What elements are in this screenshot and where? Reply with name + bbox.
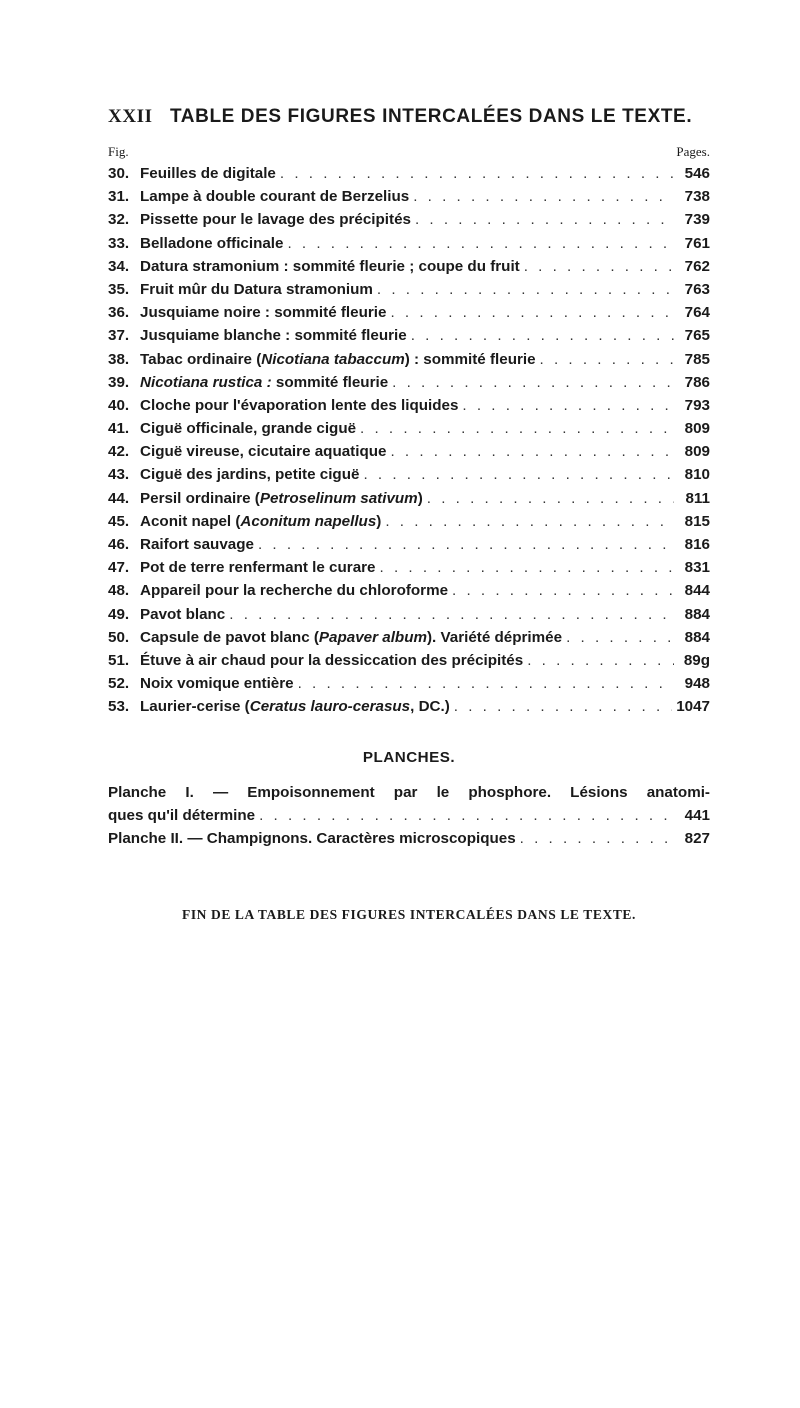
figure-entry [108, 487, 710, 510]
figure-entry [108, 440, 710, 463]
figure-number: 50. [108, 628, 130, 646]
figure-entry [108, 185, 710, 208]
caption-text: Belladone officinale [140, 234, 284, 252]
figure-caption [140, 232, 283, 255]
page-folio: XXII [108, 106, 153, 127]
plates-heading: PLANCHES. [362, 748, 456, 766]
caption-text-suffix: ). Variété déprimée [426, 628, 563, 646]
caption-text: Persil ordinaire ( [140, 489, 260, 507]
leader-dots [229, 603, 674, 626]
caption-text-suffix: ) [417, 489, 423, 507]
page-number: 948 [684, 675, 710, 693]
leader-dots [363, 463, 674, 486]
figure-entry [108, 394, 710, 417]
caption-text: Étuve à air chaud pour la dessiccation des précipités [140, 651, 524, 669]
leader-dots [258, 533, 674, 556]
caption-text: Tabac ordinaire ( [140, 350, 262, 368]
figure-caption [140, 510, 381, 533]
caption-latin-name: Nicotiana tabaccum [261, 350, 405, 368]
figure-number: 48. [108, 582, 130, 600]
plate-entry-lastline [108, 804, 710, 827]
plate-entry [108, 781, 710, 828]
caption-text: Pot de terre renfermant le curare [140, 559, 376, 577]
caption-latin-name: Petroselinum sativum [259, 489, 418, 507]
page [108, 106, 710, 923]
leader-dots [520, 827, 674, 850]
leader-dots [415, 208, 674, 231]
page-number: 738 [684, 188, 710, 206]
figure-number: 37. [108, 327, 130, 345]
plate-entry-text: Planche II. — Champignons. Caractères microscopiques [108, 830, 516, 848]
caption-text: Datura stramonium : sommité fleurie ; coupe du fruit [140, 257, 520, 275]
caption-text: Feuilles de digitale [140, 165, 276, 182]
caption-text: Cloche pour l'évaporation lente des liquides [140, 396, 459, 414]
leader-dots [298, 672, 674, 695]
page-number: 884 [684, 605, 710, 623]
figure-caption [140, 440, 386, 463]
caption-text: Ciguë des jardins, petite ciguë [140, 466, 360, 484]
leader-dots [392, 371, 674, 394]
caption-text: Raifort sauvage [140, 536, 254, 553]
figure-entry [108, 255, 710, 278]
figure-entry [108, 510, 710, 533]
page-number: 786 [684, 373, 710, 391]
page-number: 809 [684, 443, 710, 461]
page-number: 546 [684, 165, 710, 182]
figure-number: 45. [108, 512, 130, 530]
figure-number: 49. [108, 605, 130, 623]
figure-number: 36. [108, 304, 130, 322]
figure-entry [108, 463, 710, 486]
figure-caption [140, 162, 276, 185]
figure-entry [108, 232, 710, 255]
leader-dots [411, 324, 674, 347]
figure-caption [140, 208, 411, 231]
figure-entry [108, 162, 710, 185]
page-number: 89g [683, 651, 710, 669]
caption-text: Aconit napel ( [140, 512, 241, 530]
figure-number: 38. [108, 350, 130, 368]
figure-number: 30. [108, 165, 130, 182]
caption-text: Capsule de pavot blanc ( [140, 628, 319, 646]
leader-dots [413, 185, 674, 208]
figure-caption [140, 185, 409, 208]
page-number: 810 [684, 466, 710, 484]
leader-dots [259, 804, 674, 827]
leader-dots [524, 255, 674, 278]
page-number: 884 [684, 628, 710, 646]
caption-text: Jusquiame blanche : sommité fleurie [140, 327, 407, 345]
caption-text: Laurier-cerise ( [140, 698, 250, 716]
leader-dots [454, 695, 672, 718]
figure-caption [140, 324, 407, 347]
caption-latin-name: Nicotiana rustica : [140, 373, 272, 391]
caption-text: Noix vomique entière [140, 675, 294, 693]
figure-number: 42. [108, 443, 130, 461]
caption-text: Ciguë officinale, grande ciguë [140, 420, 357, 438]
leader-dots [287, 232, 674, 255]
figure-entry [108, 626, 710, 649]
leader-dots [462, 394, 674, 417]
figure-caption [140, 626, 562, 649]
leader-dots [566, 626, 674, 649]
figure-entry [108, 579, 710, 602]
page-number: 815 [684, 512, 710, 530]
caption-latin-name: Aconitum napellus [240, 512, 377, 530]
figure-caption [140, 487, 423, 510]
page-number: 762 [684, 257, 710, 275]
figure-caption [140, 255, 520, 278]
caption-latin-name: Papaver album [318, 628, 427, 646]
end-of-table-note: FIN DE LA TABLE DES FIGURES INTERCALÉES DANS LE TEXTE. [181, 906, 637, 922]
caption-text-suffix: ) [376, 512, 382, 530]
figure-caption [140, 649, 523, 672]
figure-number: 34. [108, 257, 130, 275]
leader-dots [385, 510, 674, 533]
plate-entry-line: Planche I. — Empoisonnement par le phosphore. Lésions anatomi- [108, 783, 710, 801]
page-number: 831 [684, 559, 710, 577]
figure-caption [140, 579, 448, 602]
figure-number: 31. [108, 188, 130, 206]
page-number: 764 [684, 304, 710, 322]
page-number: 761 [684, 234, 710, 252]
caption-text: Fruit mûr du Datura stramonium [140, 280, 373, 298]
plate-entry-lastline [108, 827, 710, 850]
figure-caption [140, 603, 225, 626]
plates-list [108, 781, 710, 851]
leader-dots [527, 649, 674, 672]
leader-dots [540, 348, 674, 371]
page-number: 1047 [676, 698, 710, 716]
page-number: 785 [684, 350, 710, 368]
figure-number: 35. [108, 280, 130, 298]
figure-number: 43. [108, 466, 130, 484]
page-number: 844 [684, 582, 710, 600]
figure-number: 40. [108, 396, 130, 414]
figure-entry [108, 417, 710, 440]
figure-entry [108, 348, 710, 371]
figure-number: 51. [108, 651, 130, 669]
leader-dots [380, 556, 675, 579]
leader-dots [377, 278, 674, 301]
caption-text: Appareil pour la recherche du chloroforme [140, 582, 449, 600]
page-number: 793 [684, 396, 710, 414]
figure-number: 46. [108, 536, 130, 553]
page-number: 816 [684, 536, 710, 553]
fig-column-heading: Fig. [108, 144, 129, 159]
figure-list [108, 162, 710, 719]
figure-caption [140, 672, 294, 695]
leader-dots [427, 487, 674, 510]
figure-entry [108, 324, 710, 347]
caption-text: Pavot blanc [140, 605, 226, 623]
figure-caption [140, 371, 388, 394]
running-header [108, 106, 710, 136]
plate-page-number: 441 [684, 806, 710, 824]
figure-number: 52. [108, 675, 130, 693]
figure-caption [140, 417, 356, 440]
figure-caption [140, 394, 458, 417]
page-number: 765 [684, 327, 710, 345]
caption-text-suffix: , DC.) [410, 698, 450, 716]
caption-text: Pissette pour le lavage des précipités [140, 211, 411, 229]
figure-entry [108, 278, 710, 301]
figure-entry [108, 533, 710, 556]
caption-text: Lampe à double courant de Berzelius [140, 188, 410, 206]
leader-dots [280, 162, 674, 185]
column-headings [108, 144, 710, 162]
caption-text: Ciguë vireuse, cicutaire aquatique [140, 443, 387, 461]
plate-entry-text: ques qu'il détermine [108, 806, 256, 824]
figure-entry [108, 371, 710, 394]
plate-entry [108, 827, 710, 850]
caption-text-suffix: sommité fleurie [271, 373, 389, 391]
figure-caption [140, 533, 254, 556]
plate-page-number: 827 [684, 830, 710, 848]
figure-entry [108, 649, 710, 672]
leader-dots [452, 579, 674, 602]
leader-dots [390, 301, 674, 324]
figure-entry [108, 695, 710, 718]
figure-number: 53. [108, 698, 130, 716]
page-title: TABLE DES FIGURES INTERCALÉES DANS LE TEXTE. [170, 106, 693, 127]
figure-number: 47. [108, 559, 130, 577]
caption-text: Jusquiame noire : sommité fleurie [140, 304, 387, 322]
figure-entry [108, 301, 710, 324]
figure-caption [140, 278, 373, 301]
figure-caption [140, 301, 386, 324]
figure-entry [108, 603, 710, 626]
figure-entry [108, 208, 710, 231]
page-number: 811 [685, 489, 710, 507]
page-number: 763 [684, 280, 710, 298]
caption-text-suffix: ) : sommité fleurie [404, 350, 536, 368]
page-number: 809 [684, 420, 710, 438]
figure-number: 32. [108, 211, 130, 229]
caption-latin-name: Ceratus lauro-cerasus [249, 698, 411, 716]
pages-column-heading: Pages. [676, 144, 710, 159]
figure-caption [140, 463, 359, 486]
figure-number: 39. [108, 373, 130, 391]
figure-entry [108, 672, 710, 695]
page-number: 739 [684, 211, 710, 229]
leader-dots [390, 440, 674, 463]
leader-dots [360, 417, 674, 440]
figure-entry [108, 556, 710, 579]
figure-number: 41. [108, 420, 130, 438]
figure-caption [140, 556, 376, 579]
figure-caption [140, 348, 536, 371]
figure-number: 33. [108, 234, 130, 252]
figure-number: 44. [108, 489, 130, 507]
figure-caption [140, 695, 450, 718]
